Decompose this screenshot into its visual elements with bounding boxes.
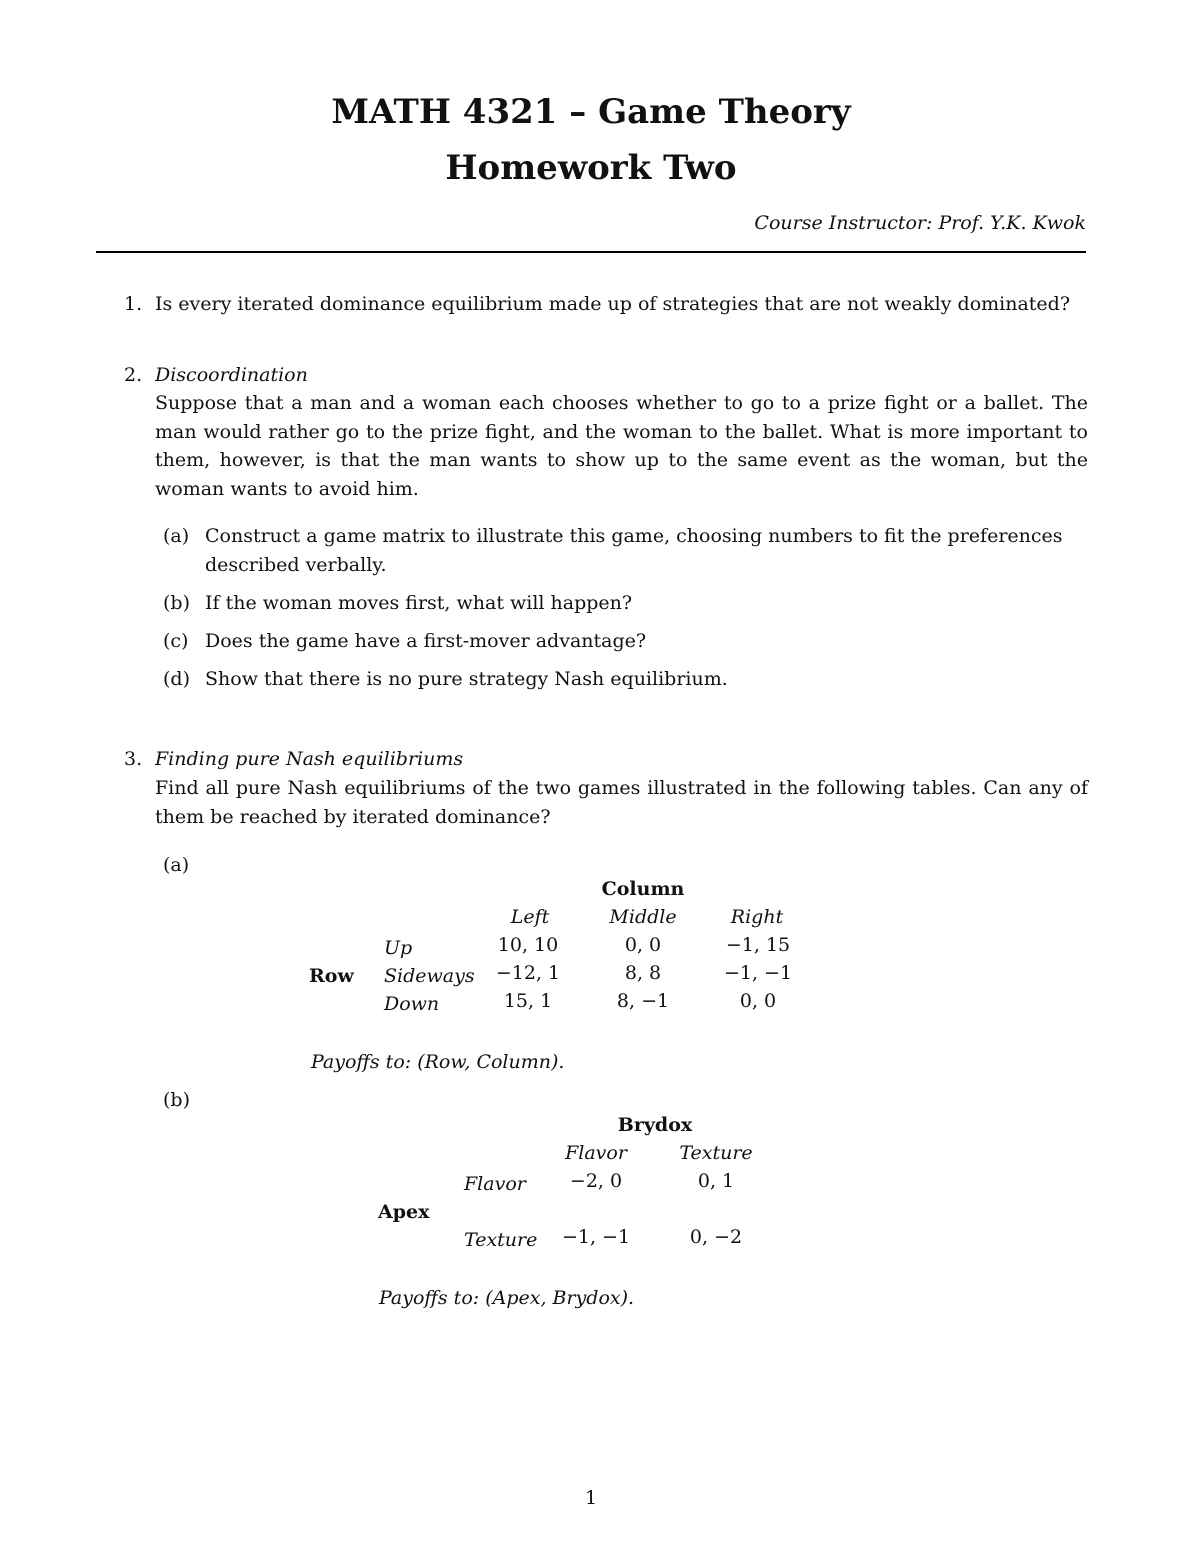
q2c-label: (c) [163, 630, 189, 652]
game-a-cell: 8, −1 [616, 990, 670, 1012]
game-a-label: (a) [163, 854, 190, 876]
game-a-cell: 8, 8 [624, 962, 662, 984]
game-a-col-header: Middle [609, 906, 677, 928]
q1-text: Is every iterated dominance equilibrium made up of strategies that are not weakly dominated? [155, 293, 1071, 315]
game-b-cell: −2, 0 [569, 1170, 623, 1192]
game-a-caption: Payoffs to: (Row, Column). [311, 1051, 565, 1073]
game-b-row-header: Flavor [464, 1173, 526, 1195]
q2a-text: Construct a game matrix to illustrate this game, choosing numbers to fit the preferences described verbally. [205, 525, 1063, 576]
game-a-cell: −12, 1 [495, 962, 561, 984]
q2d-label: (d) [163, 668, 190, 690]
game-a-row-header: Sideways [384, 965, 475, 987]
game-a-column-player: Column [601, 878, 685, 900]
game-b-row-header: Texture [464, 1229, 538, 1251]
game-a-row-header: Down [384, 993, 440, 1015]
game-b-col-header: Flavor [565, 1142, 627, 1164]
page-number: 1 [584, 1487, 598, 1509]
game-b-cell: 0, −2 [689, 1226, 743, 1248]
game-a-cell: 10, 10 [497, 934, 559, 956]
q3-heading: Finding pure Nash equilibriums [155, 748, 464, 770]
q2b-text: If the woman moves first, what will happen? [205, 592, 633, 614]
game-b-column-player: Brydox [617, 1114, 693, 1136]
game-b-col-header: Texture [679, 1142, 753, 1164]
q2a-label: (a) [163, 525, 190, 547]
game-b-cell: 0, 1 [697, 1170, 735, 1192]
header-rule [96, 251, 1086, 253]
instructor-line: Course Instructor: Prof. Y.K. Kwok [754, 212, 1086, 234]
game-a-cell: 15, 1 [503, 990, 553, 1012]
game-a-cell: 0, 0 [624, 934, 662, 956]
q2c-text: Does the game have a first-mover advantage? [205, 630, 647, 652]
game-a-cell: −1, 15 [725, 934, 791, 956]
q2-text: Suppose that a man and a woman each chooses whether to go to a prize fight or a ballet. The man would rather go to the prize fight, and the woman to the ballet. What is more important to them, however, is that the man wants to show up to the same event as the woman, but the woman wants to avoid him. [155, 392, 1088, 500]
q2-number: 2. [124, 364, 143, 386]
q2d-text: Show that there is no pure strategy Nash equilibrium. [205, 668, 728, 690]
game-a-row-header: Up [384, 937, 413, 959]
game-b-label: (b) [163, 1089, 190, 1111]
page-title: MATH 4321 – Game Theory [331, 92, 851, 132]
game-a-col-header: Right [730, 906, 784, 928]
q3-text: Find all pure Nash equilibriums of the two games illustrated in the following tables. Can any of them be reached by iterated dominance? [155, 777, 1088, 828]
game-a-row-player: Row [309, 965, 354, 987]
page-subtitle: Homework Two [445, 148, 737, 188]
game-b-cell: −1, −1 [561, 1226, 631, 1248]
game-a-col-header: Left [510, 906, 550, 928]
game-b-row-player: Apex [378, 1201, 430, 1223]
q2b-label: (b) [163, 592, 190, 614]
game-a-cell: −1, −1 [723, 962, 793, 984]
game-b-caption: Payoffs to: (Apex, Brydox). [379, 1287, 635, 1309]
q1-number: 1. [124, 293, 143, 315]
game-a-cell: 0, 0 [739, 990, 777, 1012]
q2-heading: Discoordination [155, 364, 308, 386]
q3-number: 3. [124, 748, 143, 770]
